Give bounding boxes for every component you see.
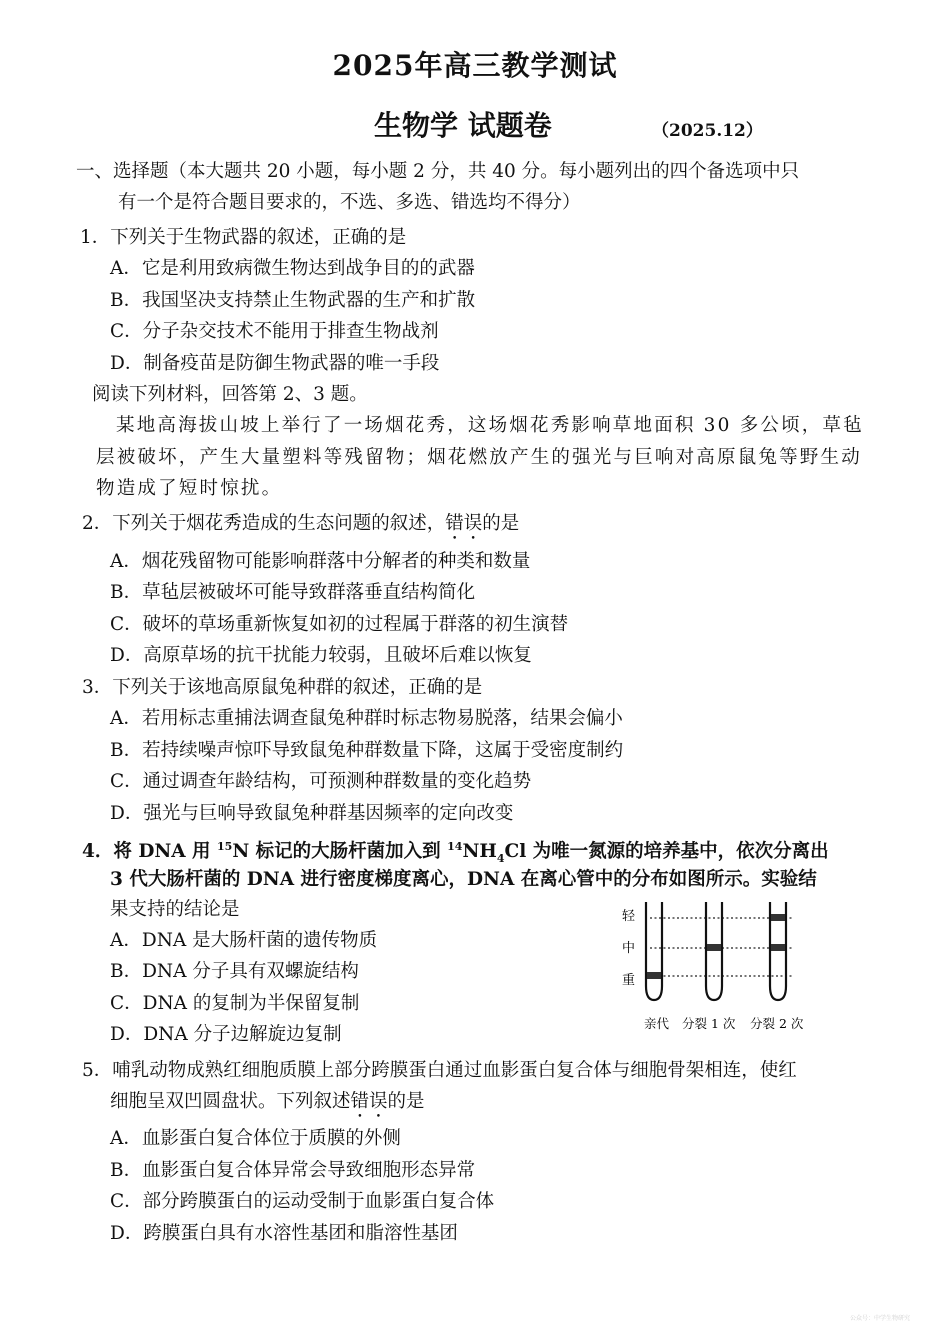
q5-option-a: A．血影蛋白复合体位于质膜的外侧 xyxy=(110,1128,401,1149)
q5-stem-emphasis: 错误 xyxy=(350,1091,388,1112)
q1-option-a: A．它是利用致病微生物达到战争目的的武器 xyxy=(110,258,475,279)
q1-option-b: B．我国坚决支持禁止生物武器的生产和扩散 xyxy=(110,290,476,311)
label-light: 轻 xyxy=(622,909,636,924)
label-heavy: 重 xyxy=(622,973,636,988)
q3-option-b: B．若持续噪声惊吓导致鼠兔种群数量下降，这属于受密度制约 xyxy=(110,740,624,761)
q4-option-a: A．DNA 是大肠杆菌的遗传物质 xyxy=(110,930,378,951)
q4-stem-part1: 4．将 DNA 用 xyxy=(82,841,218,863)
q3-option-a: A．若用标志重捕法调查鼠兔种群时标志物易脱落，结果会偏小 xyxy=(110,708,623,729)
material-line3: 物造成了短时惊扰。 xyxy=(96,478,283,499)
material-line2: 层被破坏，产生大量塑料等残留物；烟花燃放产生的强光与巨响对高原鼠兔等野生动 xyxy=(96,447,862,468)
label-middle: 中 xyxy=(622,941,636,956)
material-line1: 某地高海拔山坡上举行了一场烟花秀，这场烟花秀影响草地面积 30 多公顷，草毡 xyxy=(116,415,864,436)
q2-option-a: A．烟花残留物可能影响群落中分解者的种类和数量 xyxy=(110,551,531,572)
band-div2-middle xyxy=(771,944,785,951)
q5-option-d: D．跨膜蛋白具有水溶性基团和脂溶性基团 xyxy=(110,1223,458,1244)
material-intro: 阅读下列材料，回答第 2、3 题。 xyxy=(92,384,368,405)
q4-option-d: D．DNA 分子边解旋边复制 xyxy=(110,1024,342,1045)
q2-option-d: D．高原草场的抗干扰能力较弱，且破坏后难以恢复 xyxy=(110,645,532,666)
exam-date: （2025.12） xyxy=(652,121,763,141)
q2-stem-after: 的是 xyxy=(482,513,520,534)
q1-option-d: D．制备疫苗是防御生物武器的唯一手段 xyxy=(110,353,440,374)
q2-stem xyxy=(82,510,519,544)
q3-option-c: C．通过调查年龄结构，可预测种群数量的变化趋势 xyxy=(110,771,532,792)
q4-sup-15: 15 xyxy=(217,840,233,853)
q5-option-c: C．部分跨膜蛋白的运动受制于血影蛋白复合体 xyxy=(110,1191,495,1212)
q5-stem-line2 xyxy=(110,1088,425,1122)
q2-stem-emphasis: 错误 xyxy=(445,513,483,534)
band-parent-heavy xyxy=(647,972,661,979)
q4-option-c: C．DNA 的复制为半保留复制 xyxy=(110,993,360,1014)
q4-sup-14: 14 xyxy=(447,840,463,853)
exam-title: 2025年高三教学测试 xyxy=(332,49,618,82)
caption-division-1: 分裂 1 次 xyxy=(682,1016,736,1031)
band-div2-light xyxy=(771,914,785,921)
centrifuge-figure xyxy=(612,900,832,1040)
q5-stem-before: 细胞呈双凹圆盘状。下列叙述 xyxy=(110,1091,351,1112)
q4-stem-part4: Cl 为唯一氮源的培养基中，依次分离出 xyxy=(504,841,829,863)
tube-parent xyxy=(646,902,662,1000)
q4-sub-4: 4 xyxy=(496,851,505,865)
q1-option-c: C．分子杂交技术不能用于排查生物战剂 xyxy=(110,321,439,342)
q4-stem-line3: 果支持的结论是 xyxy=(110,899,240,920)
q5-stem-after: 的是 xyxy=(387,1091,425,1112)
q1-stem: 1．下列关于生物武器的叙述，正确的是 xyxy=(80,227,407,248)
q3-option-d: D．强光与巨响导致鼠兔种群基因频率的定向改变 xyxy=(110,803,514,824)
q2-stem-before: 2．下列关于烟花秀造成的生态问题的叙述， xyxy=(82,513,446,534)
exam-subtitle: 生物学 试题卷 xyxy=(374,109,552,142)
q3-stem: 3．下列关于该地高原鼠兔种群的叙述，正确的是 xyxy=(82,677,483,698)
q2-option-c: C．破坏的草场重新恢复如初的过程属于群落的初生演替 xyxy=(110,614,569,635)
caption-parent: 亲代 xyxy=(644,1016,670,1031)
q4-stem-part3: NH xyxy=(462,841,497,863)
centrifuge-diagram xyxy=(612,900,832,1040)
band-div1-middle xyxy=(707,944,721,951)
section-heading-line2: 有一个是符合题目要求的，不选、多选、错选均不得分） xyxy=(118,192,581,213)
section-heading-line1: 一、选择题（本大题共 20 小题，每小题 2 分，共 40 分。每小题列出的四个备选项中只 xyxy=(76,161,800,182)
caption-division-2: 分裂 2 次 xyxy=(750,1016,804,1031)
watermark: 公众号：中学生物研究 xyxy=(849,1315,910,1322)
q5-option-b: B．血影蛋白复合体异常会导致细胞形态异常 xyxy=(110,1160,476,1181)
q4-stem-part2: N 标记的大肠杆菌加入到 xyxy=(232,841,448,863)
q4-option-b: B．DNA 分子具有双螺旋结构 xyxy=(110,961,359,982)
q2-option-b: B．草毡层被破坏可能导致群落垂直结构简化 xyxy=(110,582,476,603)
q4-stem-line2: 3 代大肠杆菌的 DNA 进行密度梯度离心，DNA 在离心管中的分布如图所示。实验结 xyxy=(110,869,817,890)
q5-stem-line1: 5．哺乳动物成熟红细胞质膜上部分跨膜蛋白通过血影蛋白复合体与细胞骨架相连，使红 xyxy=(82,1060,797,1081)
